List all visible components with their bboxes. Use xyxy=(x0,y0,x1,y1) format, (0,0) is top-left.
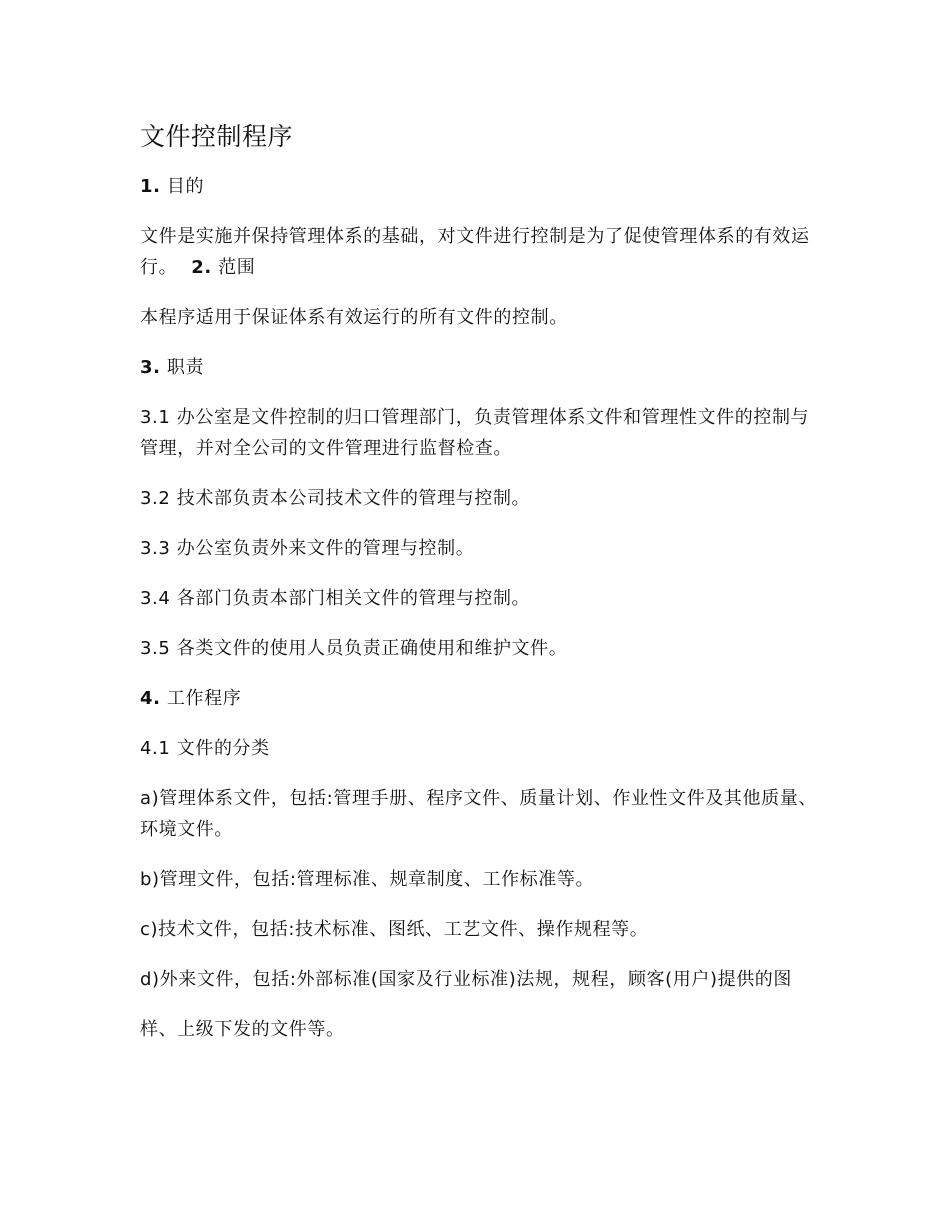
paragraph-4-1-b: b)管理文件，包括:管理标准、规章制度、工作标准等。 xyxy=(140,869,595,890)
section-3-title: 职责 xyxy=(166,357,205,378)
paragraph-3-2: 3.2 技术部负责本公司技术文件的管理与控制。 xyxy=(140,488,531,509)
section-4-title: 工作程序 xyxy=(166,688,242,709)
paragraph-3-4: 3.4 各部门负责本部门相关文件的管理与控制。 xyxy=(140,588,531,609)
section-1-number: 1. xyxy=(140,176,161,197)
document-body xyxy=(140,118,820,1064)
section-1-title: 目的 xyxy=(166,176,205,197)
section-4-heading xyxy=(140,683,820,714)
section-3-heading xyxy=(140,352,820,383)
paragraph-4-1: 4.1 文件的分类 xyxy=(140,738,270,759)
purpose-paragraph xyxy=(140,221,820,283)
paragraph-3-5: 3.5 各类文件的使用人员负责正确使用和维护文件。 xyxy=(140,638,568,659)
paragraph-4-1-d-continued: 样、上级下发的文件等。 xyxy=(140,1019,345,1040)
purpose-text: 文件是实施并保持管理体系的基础，对文件进行控制是为了促使管理体系的有效运行。 xyxy=(140,226,810,278)
section-1-heading xyxy=(140,171,820,202)
document-title: 文件控制程序 xyxy=(140,122,294,151)
section-2-number: 2. xyxy=(191,257,212,278)
paragraph-4-1-c: c)技术文件，包括:技术标准、图纸、工艺文件、操作规程等。 xyxy=(140,919,649,940)
paragraph-3-1: 3.1 办公室是文件控制的归口管理部门，负责管理体系文件和管理性文件的控制与管理，并对全公司的文件管理进行监督检查。 xyxy=(140,407,810,459)
section-2-heading xyxy=(191,257,255,278)
section-4-number: 4. xyxy=(140,688,161,709)
scope-paragraph: 本程序适用于保证体系有效运行的所有文件的控制。 xyxy=(140,307,568,328)
section-2-title: 范围 xyxy=(218,257,256,278)
paragraph-4-1-a: a)管理体系文件，包括:管理手册、程序文件、质量计划、作业性文件及其他质量、环境文件。 xyxy=(140,788,817,840)
paragraph-4-1-d: d)外来文件，包括:外部标准(国家及行业标准)法规，规程，顾客(用户)提供的图 xyxy=(140,969,792,990)
section-3-number: 3. xyxy=(140,357,161,378)
paragraph-3-3: 3.3 办公室负责外来文件的管理与控制。 xyxy=(140,538,475,559)
